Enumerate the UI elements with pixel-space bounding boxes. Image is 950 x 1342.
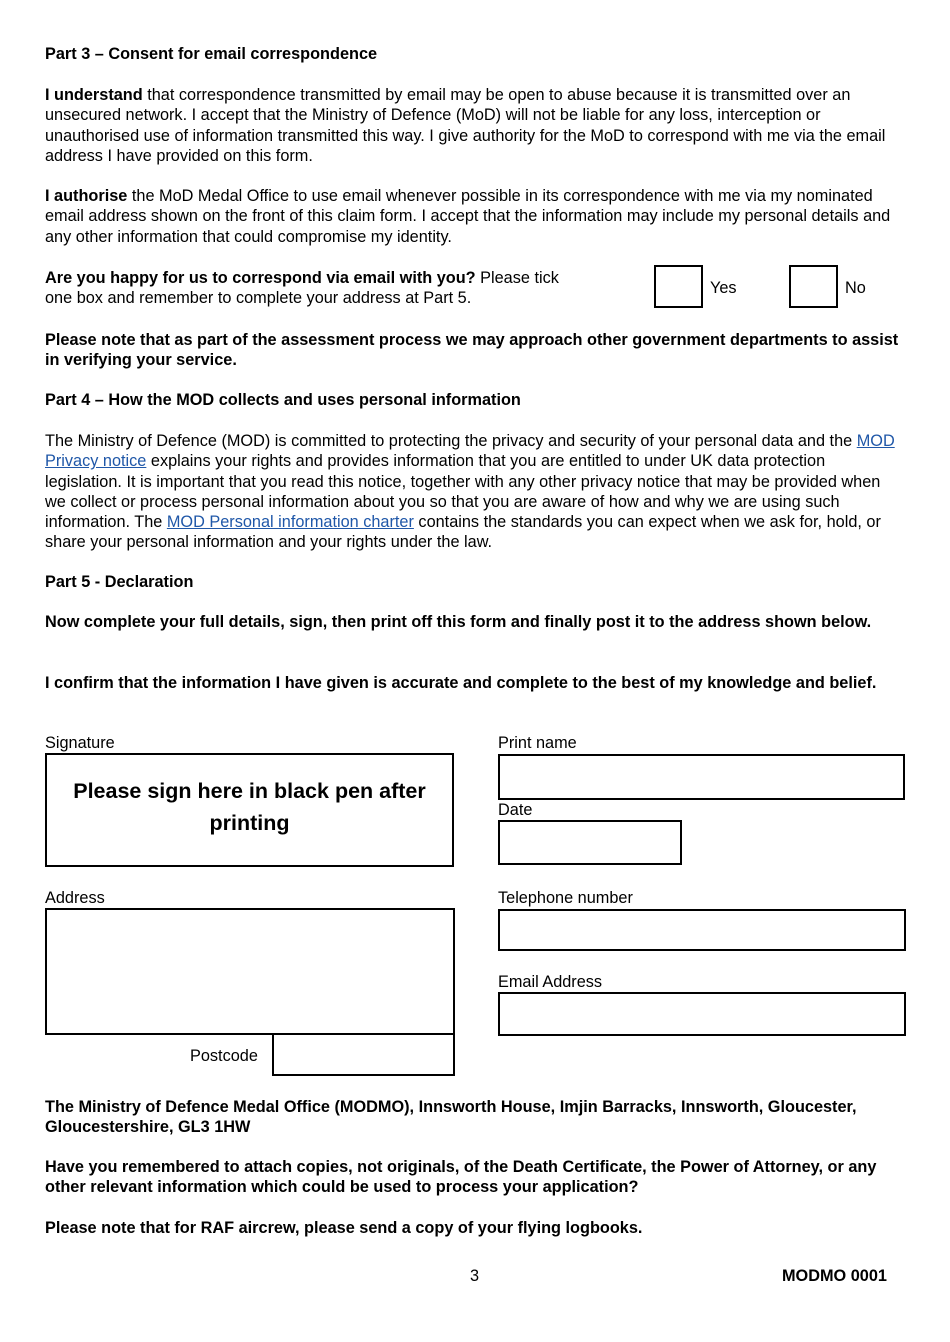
address-label: Address [45,889,105,907]
understand-text: that correspondence transmitted by email may be open to abuse because it is transmitted over an unsecured network. I accept that the Ministry of Defence (MoD) will not be liable for any loss, interception or unauthorised use of information transmitted this way. I give authority for the MoD to correspond with me via the email address I have provided on this form. [45,86,886,165]
understand-bold: I understand [45,86,143,104]
yes-label: Yes [710,279,737,297]
signature-label: Signature [45,734,115,752]
date-field[interactable] [498,820,682,865]
postcode-field[interactable] [272,1033,455,1076]
print-name-field[interactable] [498,754,905,800]
signature-hint: Please sign here in black pen after printing [73,779,426,835]
question-bold: Are you happy for us to correspond via email with you? [45,269,476,287]
date-label: Date [498,801,533,819]
address-field[interactable] [45,908,455,1035]
telephone-label: Telephone number [498,889,633,907]
question-text: Please tick one box and remember to complete your address at Part 5. [45,269,559,308]
mod-personal-information-charter-link[interactable]: MOD Personal information charter [166,513,414,532]
mod-privacy-notice-link[interactable]: MOD Privacy notice [45,432,895,471]
form-code: MODMO 0001 [782,1267,887,1285]
part3-heading: Part 3 – Consent for email correspondence [45,45,378,63]
part5-heading: Part 5 - Declaration [45,573,194,591]
part3-understand-paragraph [45,85,905,166]
postcode-label: Postcode [190,1047,258,1065]
part4-heading: Part 4 – How the MOD collects and uses personal information [45,391,521,409]
telephone-field[interactable] [498,909,906,951]
yes-checkbox[interactable] [654,265,703,308]
authorise-text: the MoD Medal Office to use email whenever possible in its correspondence with me via my nominated email address shown on the front of this claim form. I accept that the information may include my personal details and any other information that could compromise my identity. [45,187,891,246]
signature-box[interactable] [45,753,454,867]
privacy-text-3: contains the standards you can expect when we ask for, hold, or share your personal information and your rights under the law. [45,513,881,552]
assessment-note: Please note that as part of the assessment process we may approach other government departments to assist in verifying your service. [45,331,899,370]
no-checkbox[interactable] [789,265,838,308]
print-name-label: Print name [498,734,577,752]
email-field[interactable] [498,992,906,1036]
attachments-reminder: Have you remembered to attach copies, not originals, of the Death Certificate, the Power of Attorney, or any other relevant information which could be used to process your application? [45,1158,877,1197]
email-consent-question [45,268,590,309]
part3-authorise-paragraph [45,186,905,247]
no-label: No [845,279,866,297]
part5-instruction: Now complete your full details, sign, then print off this form and finally post it to the address shown below. [45,613,872,631]
authorise-bold: I authorise [45,187,128,205]
part5-confirmation: I confirm that the information I have given is accurate and complete to the best of my knowledge and belief. [45,674,877,692]
raf-aircrew-note: Please note that for RAF aircrew, please send a copy of your flying logbooks. [45,1219,643,1237]
privacy-text-1: The Ministry of Defence (MOD) is committed to protecting the privacy and security of your personal data and the [45,432,857,450]
page-number: 3 [470,1267,480,1285]
part4-paragraph [45,431,905,553]
email-label: Email Address [498,973,603,991]
privacy-text-2: explains your rights and provides information that you are entitled to under UK data protection legislation. It is important that you read this notice, together with any other privacy notice that may be provided when we collect or process personal information about you so that you are aware of how and why we are using such information. The [45,452,881,532]
medal-office-address: The Ministry of Defence Medal Office (MODMO), Innsworth House, Imjin Barracks, Innsworth, Gloucester, Gloucestershire, GL3 1HW [45,1098,857,1137]
